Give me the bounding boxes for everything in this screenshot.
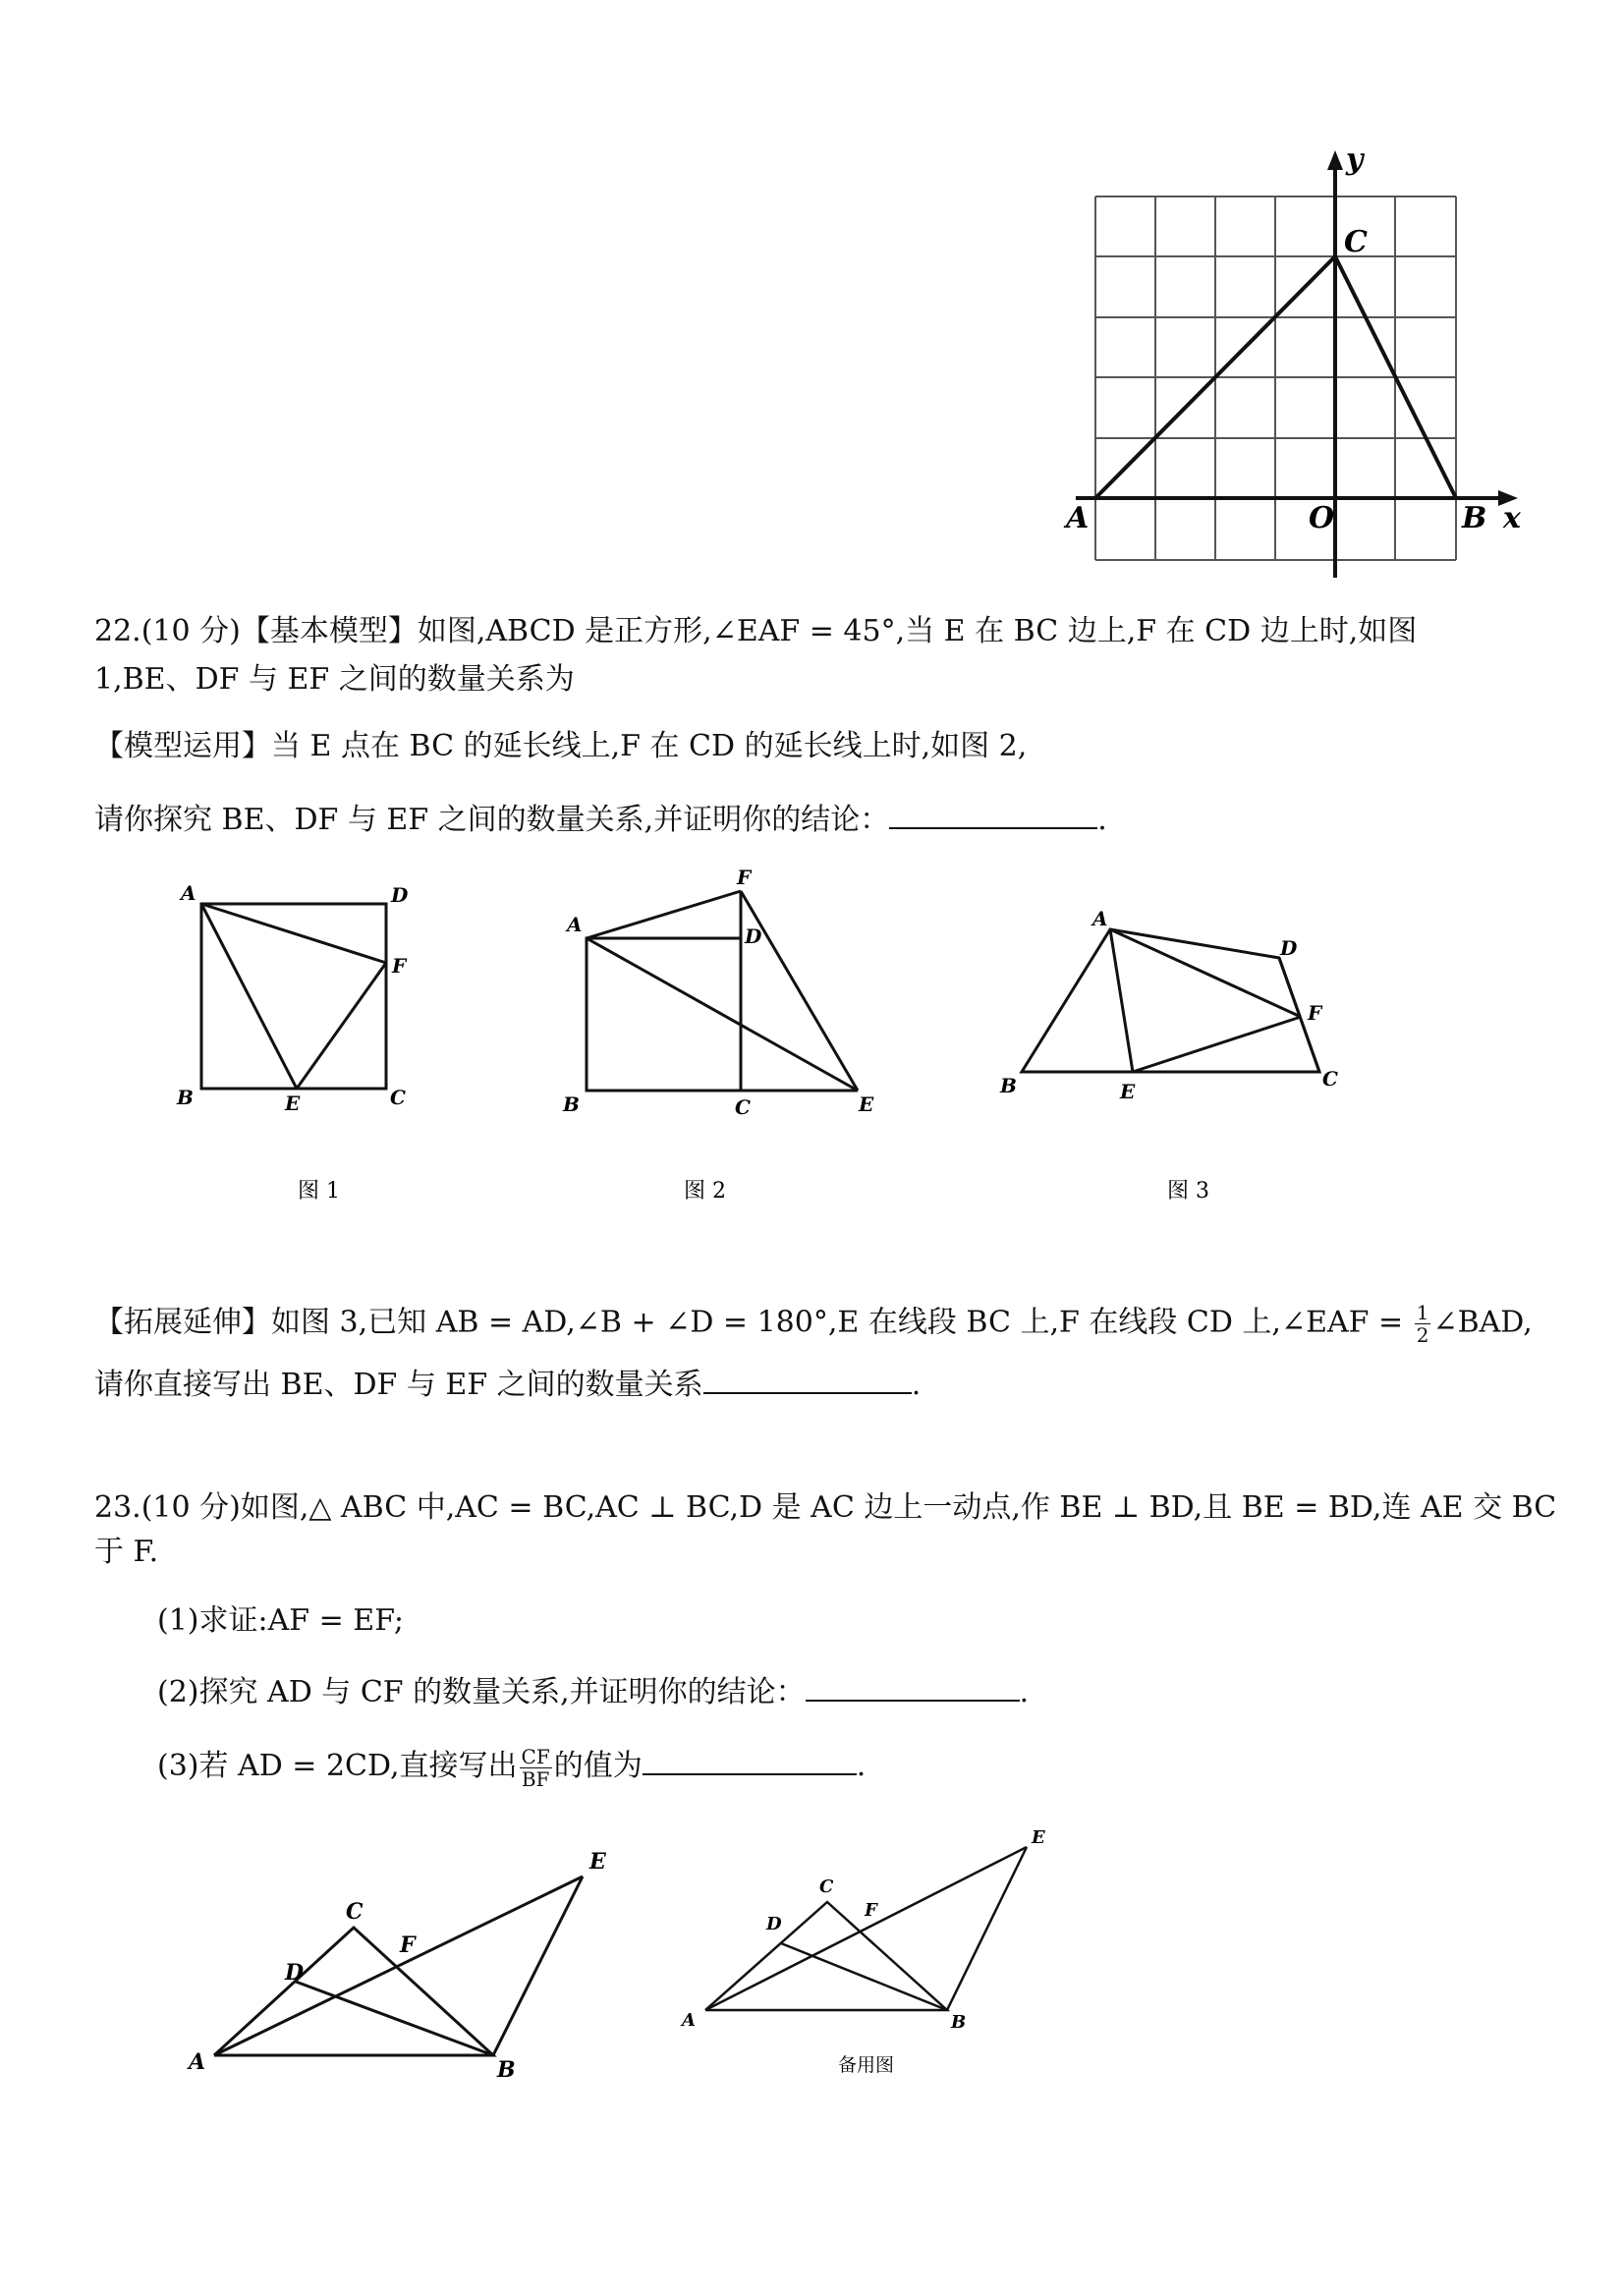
q23-part2-blank[interactable]	[806, 1670, 1020, 1702]
label-A: A	[1066, 501, 1090, 535]
q22-extend-line2	[94, 1363, 921, 1405]
q23-figures	[0, 1818, 1623, 2112]
q23-spare-label-F: F	[865, 1900, 877, 1921]
q22-frac-num: 1	[1416, 1301, 1429, 1324]
fig1-caption: 图 1	[298, 1179, 340, 1204]
q22-extend-prefix: 【拓展延伸】如图 3,已知 AB = AD,∠B + ∠D = 180°,E 在线段 BC 上,F 在线段 CD 上,∠EAF =	[94, 1305, 1404, 1340]
q23-fraction	[520, 1746, 552, 1790]
fig2-label-C: C	[735, 1095, 751, 1119]
label-x: x	[1503, 501, 1521, 535]
q22-figure-1	[0, 865, 1623, 1258]
q23-intro-line2: 于 F.	[94, 1535, 159, 1569]
label-B: B	[1462, 501, 1487, 535]
fig1-label-C: C	[390, 1086, 406, 1109]
q22-extend-suffix: ∠BAD,	[1432, 1305, 1533, 1340]
q22-fraction	[1415, 1302, 1431, 1346]
q23-main-label-F: F	[400, 1932, 416, 1958]
fig1-label-D: D	[391, 883, 409, 907]
fig3-label-F: F	[1308, 1001, 1322, 1025]
fig2-label-F: F	[737, 866, 752, 889]
fig1-label-B: B	[177, 1086, 194, 1109]
q23-part1: (1)求证:AF = EF;	[157, 1603, 405, 1638]
q22-intro-line1: 22.(10 分)【基本模型】如图,ABCD 是正方形,∠EAF = 45°,当 E 在 BC 边上,F 在 CD 边上时,如图	[94, 614, 1418, 648]
q22-extend	[94, 1302, 1533, 1346]
q23-main-label-A: A	[189, 2049, 206, 2075]
fig1-label-E: E	[285, 1092, 301, 1115]
label-O: O	[1309, 501, 1335, 535]
q23-spare-label-E: E	[1032, 1827, 1045, 1848]
fig2-label-E: E	[859, 1092, 874, 1116]
fig3-caption: 图 3	[1167, 1179, 1209, 1204]
q23-spare-label-D: D	[766, 1914, 782, 1934]
fig3-label-A: A	[1092, 907, 1108, 930]
q23-spare-label-A: A	[682, 2010, 696, 2031]
q22-extend-line2-suffix: .	[911, 1368, 922, 1402]
label-y: y	[1346, 142, 1364, 177]
label-C: C	[1344, 225, 1368, 259]
fig2-label-B: B	[563, 1092, 580, 1116]
fig3-label-C: C	[1322, 1067, 1338, 1091]
q23-frac-num: CF	[521, 1744, 550, 1768]
q23-spare-label-C: C	[819, 1876, 834, 1897]
q23-part3-mid: 的值为	[553, 1749, 643, 1783]
coordinate-grid-figure	[0, 0, 1623, 589]
q22-explore-blank[interactable]	[889, 798, 1097, 829]
q22-explore-suffix: .	[1097, 803, 1107, 837]
y-axis-arrow	[1327, 150, 1343, 170]
q23-main-label-B: B	[497, 2057, 516, 2083]
fig1-label-A: A	[181, 881, 196, 905]
q23-main-label-D: D	[285, 1960, 305, 1986]
q22-extend-line2-prefix: 请你直接写出 BE、DF 与 EF 之间的数量关系	[94, 1368, 703, 1402]
q22-frac-den: 2	[1416, 1323, 1429, 1347]
q22-intro-line2: 1,BE、DF 与 EF 之间的数量关系为	[94, 662, 575, 697]
q23-part2	[157, 1670, 1029, 1712]
q23-intro-line1: 23.(10 分)如图,△ ABC 中,AC = BC,AC ⊥ BC,D 是 AC 边上一动点,作 BE ⊥ BD,且 BE = BD,连 AE 交 BC	[94, 1490, 1557, 1525]
q23-main-label-C: C	[346, 1899, 364, 1925]
q23-spare-caption: 备用图	[838, 2054, 895, 2076]
grid-lines	[1095, 196, 1456, 560]
fig2-label-A: A	[567, 913, 583, 936]
q23-part3	[157, 1744, 866, 1790]
q22-explore	[94, 798, 1107, 840]
q23-part3-suffix: .	[856, 1749, 867, 1783]
fig2-caption: 图 2	[684, 1179, 726, 1204]
q22-model-use: 【模型运用】当 E 点在 BC 的延长线上,F 在 CD 的延长线上时,如图 2,	[94, 729, 1028, 763]
fig3-label-D: D	[1280, 936, 1298, 960]
q23-frac-den: BF	[521, 1766, 550, 1791]
q22-explore-prefix: 请你探究 BE、DF 与 EF 之间的数量关系,并证明你的结论：	[94, 803, 890, 837]
fig3-label-E: E	[1120, 1080, 1136, 1103]
q23-main-label-E: E	[589, 1849, 606, 1875]
q22-extend-blank[interactable]	[703, 1363, 912, 1394]
fig3-label-B: B	[1000, 1074, 1017, 1097]
q23-part2-prefix: (2)探究 AD 与 CF 的数量关系,并证明你的结论：	[157, 1675, 806, 1709]
q23-part2-suffix: .	[1019, 1675, 1030, 1709]
q23-part3-blank[interactable]	[643, 1744, 857, 1775]
fig1-label-F: F	[392, 954, 407, 978]
q23-spare-label-B: B	[951, 2012, 967, 2033]
fig2-label-D: D	[745, 924, 762, 948]
q23-part3-prefix: (3)若 AD = 2CD,直接写出	[157, 1749, 518, 1783]
